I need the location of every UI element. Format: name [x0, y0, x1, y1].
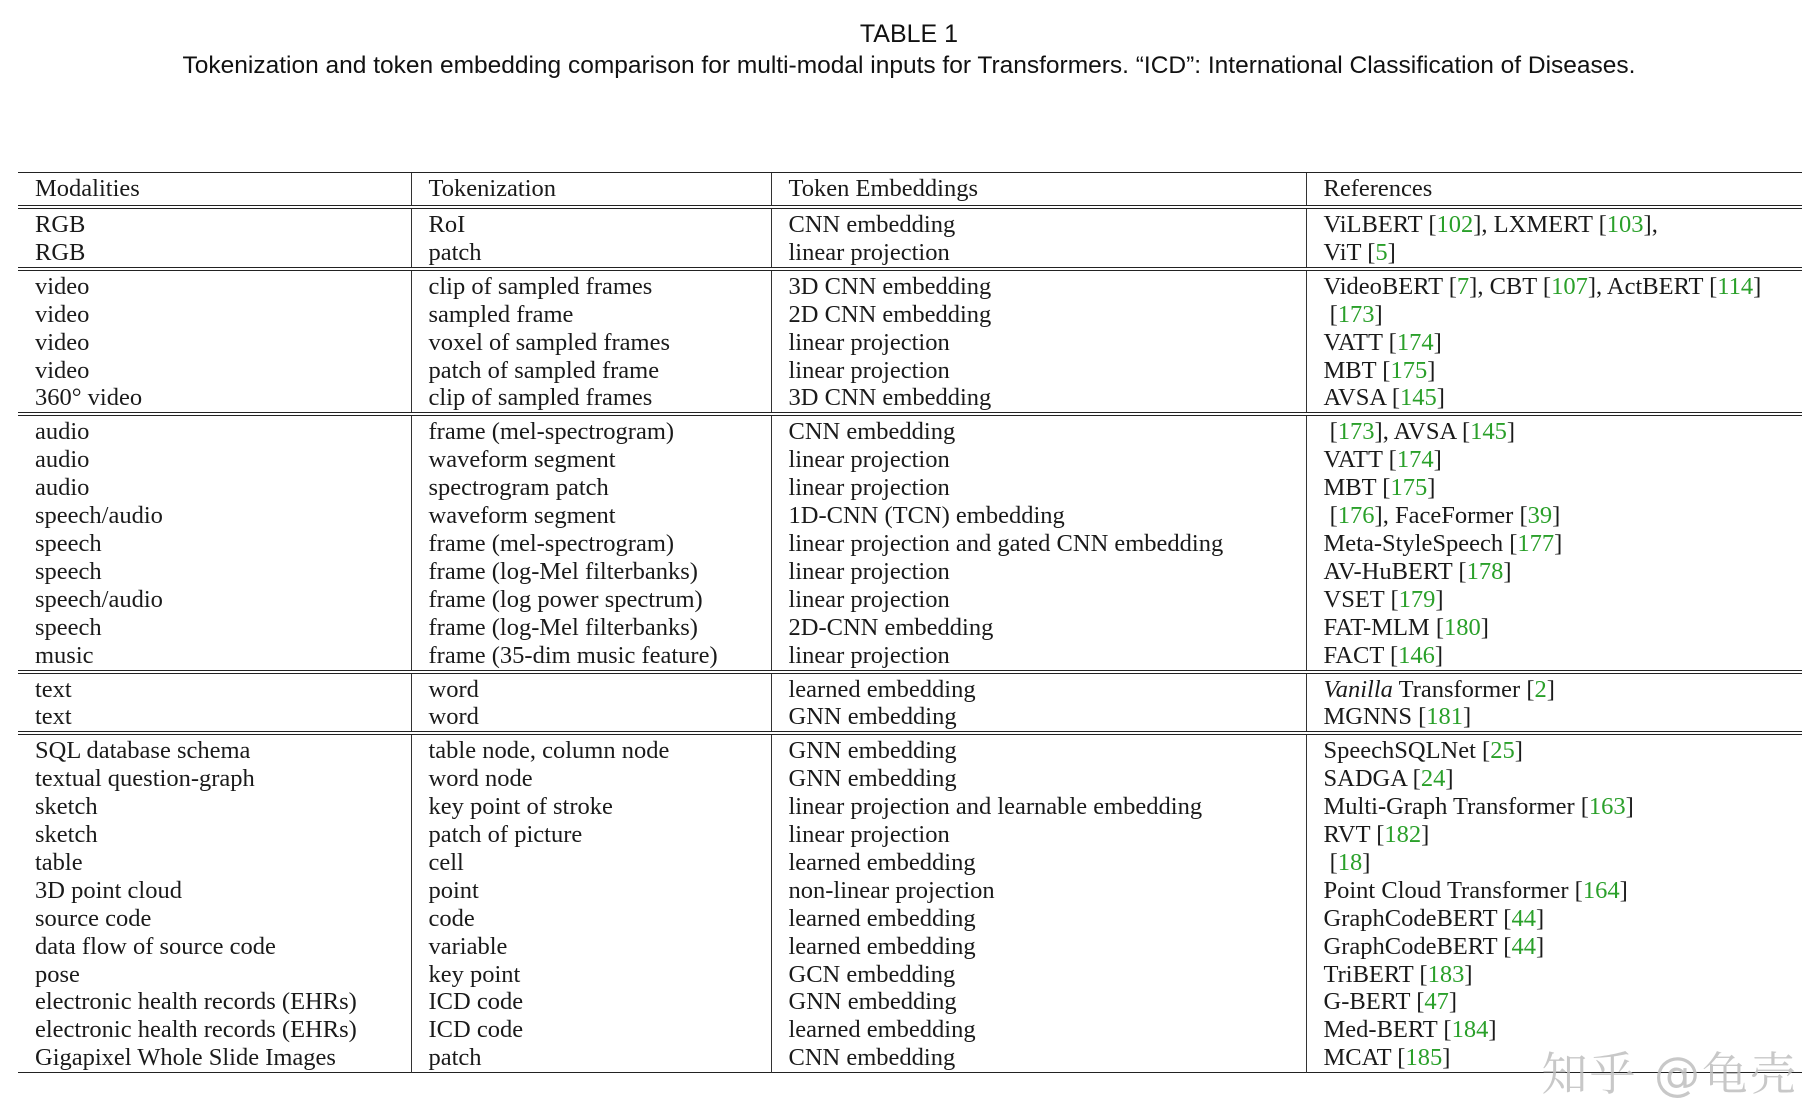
table-row — [18, 269, 1802, 301]
comparison-table-container — [18, 172, 1802, 1073]
citation-link[interactable]: 145 — [1470, 418, 1507, 446]
citation-link[interactable]: 185 — [1405, 1044, 1443, 1072]
tokenization-cell: frame (log-Mel filterbanks) — [411, 558, 771, 586]
table-row — [18, 988, 1802, 1016]
tokenization-cell: frame (log power spectrum) — [411, 586, 771, 614]
citation-link[interactable]: 2 — [1534, 675, 1547, 703]
references-cell: GraphCodeBERT [44] — [1306, 933, 1802, 961]
modality-cell: music — [35, 641, 94, 669]
embedding-cell: learned embedding — [771, 933, 1306, 961]
table-row — [18, 414, 1802, 446]
embedding-cell: linear projection — [771, 642, 1306, 672]
tokenization-cell: frame (mel-spectrogram) — [411, 414, 771, 446]
embedding-cell: 3D CNN embedding — [771, 269, 1306, 301]
embedding-cell: CNN embedding — [771, 1044, 1306, 1072]
tokenization-cell: point — [411, 877, 771, 905]
tokenization-cell: ICD code — [411, 988, 771, 1016]
embedding-cell: 2D-CNN embedding — [771, 614, 1306, 642]
tokenization-cell: key point of stroke — [411, 793, 771, 821]
tokenization-cell: frame (35-dim music feature) — [411, 642, 771, 672]
modality-cell: table — [35, 848, 83, 876]
references-cell: Meta-StyleSpeech [177] — [1306, 530, 1802, 558]
embedding-cell: linear projection — [771, 558, 1306, 586]
tokenization-cell: waveform segment — [411, 502, 771, 530]
table-row — [18, 357, 1802, 385]
references-cell: VATT [174] — [1306, 446, 1802, 474]
references-cell: Point Cloud Transformer [164] — [1306, 877, 1802, 905]
modality-cell: video — [35, 300, 90, 328]
citation-link[interactable]: 177 — [1517, 529, 1555, 557]
citation-link[interactable]: 44 — [1511, 932, 1536, 960]
embedding-cell: linear projection — [771, 474, 1306, 502]
citation-link[interactable]: 175 — [1390, 474, 1428, 502]
embedding-cell: linear projection — [771, 446, 1306, 474]
table-row — [18, 703, 1802, 733]
citation-link[interactable]: 39 — [1527, 502, 1553, 530]
modality-cell: source code — [35, 904, 152, 932]
tokenization-cell: clip of sampled frames — [411, 269, 771, 301]
references-cell: Multi-Graph Transformer [163] — [1306, 793, 1802, 821]
table-row — [18, 207, 1802, 239]
table-row — [18, 1016, 1802, 1044]
citation-link[interactable]: 7 — [1456, 272, 1470, 300]
embedding-cell: linear projection — [771, 239, 1306, 269]
row-group — [18, 672, 1802, 734]
references-cell: SADGA [24] — [1306, 765, 1802, 793]
modality-cell: speech/audio — [35, 585, 163, 613]
embedding-cell: CNN embedding — [771, 414, 1306, 446]
modality-cell: text — [35, 703, 72, 731]
citation-link[interactable]: 180 — [1444, 613, 1481, 641]
modality-cell: video — [35, 328, 90, 356]
tokenization-cell: patch of picture — [411, 821, 771, 849]
tokenization-cell: voxel of sampled frames — [411, 329, 771, 357]
modality-cell: audio — [35, 418, 90, 446]
header-row — [18, 173, 1802, 208]
tokenization-cell: word — [411, 703, 771, 733]
embedding-cell: linear projection — [771, 586, 1306, 614]
references-cell: VideoBERT [7], CBT [107], ActBERT [114] — [1306, 269, 1802, 301]
row-group — [18, 733, 1802, 1072]
references-cell: [173] — [1306, 301, 1802, 329]
modality-cell: RGB — [35, 211, 86, 238]
table-row — [18, 1044, 1802, 1072]
citation-link[interactable]: 145 — [1400, 384, 1437, 412]
header-tokenization: Tokenization — [411, 173, 771, 208]
embedding-cell: GNN embedding — [771, 765, 1306, 793]
modality-cell: pose — [35, 960, 80, 988]
table-row — [18, 586, 1802, 614]
embedding-cell: learned embedding — [771, 1016, 1306, 1044]
citation-link[interactable]: 103 — [1606, 211, 1644, 238]
embedding-cell: 1D-CNN (TCN) embedding — [771, 502, 1306, 530]
table-row — [18, 329, 1802, 357]
table-row — [18, 446, 1802, 474]
modality-cell: data flow of source code — [35, 932, 276, 960]
references-cell: ViLBERT [102], LXMERT [103], — [1306, 207, 1802, 239]
header-references: References — [1306, 173, 1802, 208]
tokenization-cell: cell — [411, 849, 771, 877]
table-row — [18, 793, 1802, 821]
embedding-cell: non-linear projection — [771, 877, 1306, 905]
references-cell: MBT [175] — [1306, 357, 1802, 385]
row-group — [18, 207, 1802, 269]
table-row — [18, 301, 1802, 329]
tokenization-cell: word node — [411, 765, 771, 793]
citation-link[interactable]: 24 — [1420, 765, 1446, 793]
citation-link[interactable]: 184 — [1451, 1016, 1489, 1044]
modality-cell: audio — [35, 446, 90, 474]
references-cell: FACT [146] — [1306, 642, 1802, 672]
citation-link[interactable]: 146 — [1398, 641, 1435, 669]
table-row — [18, 530, 1802, 558]
tokenization-cell: table node, column node — [411, 733, 771, 765]
embedding-cell: GNN embedding — [771, 988, 1306, 1016]
table-row — [18, 558, 1802, 586]
table-row — [18, 961, 1802, 989]
references-cell: TriBERT [183] — [1306, 961, 1802, 989]
citation-link[interactable]: 174 — [1396, 328, 1434, 356]
row-group — [18, 269, 1802, 415]
embedding-cell: linear projection — [771, 329, 1306, 357]
watermark: 知乎 @龟壳 — [1541, 1047, 1798, 1101]
embedding-cell: CNN embedding — [771, 207, 1306, 239]
header-token-embeddings: Token Embeddings — [771, 173, 1306, 208]
tokenization-cell: patch — [411, 239, 771, 269]
header-modalities: Modalities — [18, 173, 411, 208]
references-cell: AV-HuBERT [178] — [1306, 558, 1802, 586]
table-row — [18, 642, 1802, 672]
embedding-cell: 3D CNN embedding — [771, 384, 1306, 414]
table-label: TABLE 1 — [859, 20, 959, 48]
citation-link[interactable]: 107 — [1551, 272, 1588, 300]
table-row — [18, 474, 1802, 502]
tokenization-cell: code — [411, 905, 771, 933]
tokenization-cell: patch — [411, 1044, 771, 1072]
modality-cell: Gigapixel Whole Slide Images — [35, 1044, 336, 1072]
modality-cell: speech — [35, 557, 102, 585]
citation-link[interactable]: 179 — [1398, 585, 1436, 613]
tokenization-cell: waveform segment — [411, 446, 771, 474]
citation-link[interactable]: 102 — [1436, 211, 1474, 238]
citation-link[interactable]: 25 — [1490, 737, 1515, 765]
references-cell: MCAT [185] — [1306, 1044, 1802, 1072]
references-cell: Vanilla Transformer [2] — [1306, 672, 1802, 704]
modality-cell: RGB — [35, 238, 86, 266]
citation-link[interactable]: 181 — [1426, 703, 1464, 731]
embedding-cell: learned embedding — [771, 849, 1306, 877]
tokenization-cell: spectrogram patch — [411, 474, 771, 502]
citation-link[interactable]: 47 — [1424, 988, 1449, 1016]
tokenization-cell: clip of sampled frames — [411, 384, 771, 414]
embedding-cell: GCN embedding — [771, 961, 1306, 989]
modality-cell: 360° video — [35, 384, 143, 412]
references-cell: MBT [175] — [1306, 474, 1802, 502]
embedding-cell: linear projection and gated CNN embedding — [771, 530, 1306, 558]
embedding-cell: linear projection and learnable embedding — [771, 793, 1306, 821]
citation-link[interactable]: 182 — [1384, 821, 1422, 849]
citation-link[interactable]: 164 — [1582, 876, 1620, 904]
modality-cell: electronic health records (EHRs) — [35, 988, 357, 1016]
tokenization-cell: sampled frame — [411, 301, 771, 329]
references-cell: ViT [5] — [1306, 239, 1802, 269]
citation-link[interactable]: 183 — [1427, 960, 1465, 988]
references-cell: FAT-MLM [180] — [1306, 614, 1802, 642]
tokenization-cell: word — [411, 672, 771, 704]
tokenization-cell: variable — [411, 933, 771, 961]
modality-cell: speech/audio — [35, 502, 163, 530]
modality-cell: 3D point cloud — [35, 876, 182, 904]
row-group — [18, 414, 1802, 671]
modality-cell: text — [35, 675, 72, 703]
table-row — [18, 933, 1802, 961]
tokenization-cell: frame (log-Mel filterbanks) — [411, 614, 771, 642]
references-cell: GraphCodeBERT [44] — [1306, 905, 1802, 933]
references-cell: VSET [179] — [1306, 586, 1802, 614]
modality-cell: SQL database schema — [35, 737, 251, 765]
references-cell: AVSA [145] — [1306, 384, 1802, 414]
modality-cell: speech — [35, 529, 102, 557]
tokenization-cell: RoI — [411, 207, 771, 239]
tokenization-cell: key point — [411, 961, 771, 989]
embedding-cell: GNN embedding — [771, 703, 1306, 733]
embedding-cell: 2D CNN embedding — [771, 301, 1306, 329]
references-cell: Med-BERT [184] — [1306, 1016, 1802, 1044]
embedding-cell: learned embedding — [771, 672, 1306, 704]
modality-cell: electronic health records (EHRs) — [35, 1016, 357, 1044]
modality-cell: textual question-graph — [35, 765, 255, 793]
citation-link[interactable]: 18 — [1337, 848, 1363, 876]
modality-cell: speech — [35, 613, 102, 641]
tokenization-cell: ICD code — [411, 1016, 771, 1044]
modality-cell: audio — [35, 474, 90, 502]
citation-link[interactable]: 44 — [1511, 904, 1536, 932]
citation-link[interactable]: 163 — [1588, 793, 1626, 821]
embedding-cell: learned embedding — [771, 905, 1306, 933]
references-cell: VATT [174] — [1306, 329, 1802, 357]
references-cell: G-BERT [47] — [1306, 988, 1802, 1016]
table-row — [18, 239, 1802, 269]
references-cell: MGNNS [181] — [1306, 703, 1802, 733]
citation-link[interactable]: 175 — [1390, 356, 1428, 384]
table-row — [18, 821, 1802, 849]
table-row — [18, 733, 1802, 765]
citation-link[interactable]: 176 — [1337, 502, 1375, 530]
embedding-cell: linear projection — [771, 357, 1306, 385]
table-row — [18, 877, 1802, 905]
table-row — [18, 672, 1802, 704]
references-cell: RVT [182] — [1306, 821, 1802, 849]
table-caption: Tokenization and token embedding comparison for multi-modal inputs for Transformers. “ICD”: International Classification of Diseases. — [182, 52, 1636, 79]
citation-link[interactable]: 174 — [1396, 446, 1434, 474]
comparison-table — [18, 172, 1802, 1073]
modality-cell: sketch — [35, 793, 98, 821]
embedding-cell: GNN embedding — [771, 733, 1306, 765]
citation-link[interactable]: 114 — [1717, 272, 1754, 300]
citation-link[interactable]: 5 — [1375, 238, 1388, 266]
table-row — [18, 765, 1802, 793]
table-row — [18, 502, 1802, 530]
modality-cell: sketch — [35, 821, 98, 849]
references-cell: [173], AVSA [145] — [1306, 414, 1802, 446]
references-cell: SpeechSQLNet [25] — [1306, 733, 1802, 765]
modality-cell: video — [35, 272, 90, 300]
table-row — [18, 614, 1802, 642]
references-cell: [18] — [1306, 849, 1802, 877]
table-row — [18, 384, 1802, 414]
citation-link[interactable]: 173 — [1337, 300, 1375, 328]
citation-link[interactable]: 178 — [1466, 557, 1504, 585]
embedding-cell: linear projection — [771, 821, 1306, 849]
references-cell: [176], FaceFormer [39] — [1306, 502, 1802, 530]
table-row — [18, 849, 1802, 877]
table-row — [18, 905, 1802, 933]
citation-link[interactable]: 173 — [1337, 418, 1375, 446]
tokenization-cell: frame (mel-spectrogram) — [411, 530, 771, 558]
tokenization-cell: patch of sampled frame — [411, 357, 771, 385]
modality-cell: video — [35, 356, 90, 384]
italic-text: Vanilla — [1323, 675, 1393, 703]
